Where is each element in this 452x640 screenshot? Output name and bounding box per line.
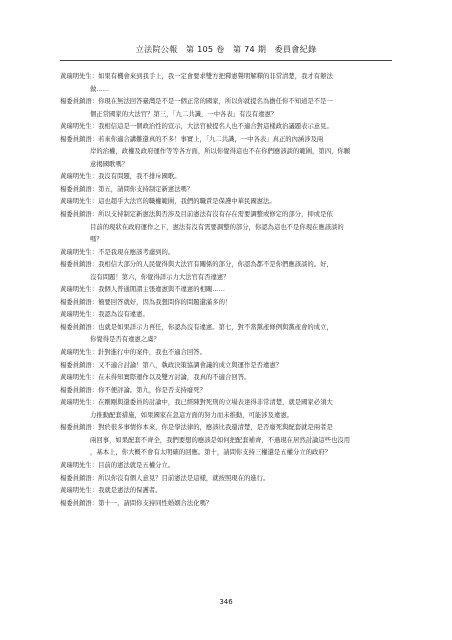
transcript-speaker-line: 楊委員鎮浯：第十一，請問你支持同性婚姻合法化嗎？: [60, 499, 213, 507]
transcript-speaker-line: 黃瑞明先生：我相信這是一個政治性的宣示，大法官被提名人也不適合對這樣政治議題表示意見。: [60, 123, 333, 131]
transcript-speaker-line: 楊委員鎮浯：也就是如果詳示力再任，你認為沒有違憲。第七，對不當黨產條例與黨產會的成立，: [60, 323, 333, 331]
transcript-continuation-line: 你覺得是否有違憲之虞？: [90, 336, 160, 344]
transcript-speaker-line: 楊委員鎮浯：我相信大部分的人民覺得與大法官有關係的部分，你認為都不是你們應該談的。好，: [60, 261, 333, 269]
transcript-continuation-line: 嗎？: [90, 236, 103, 244]
transcript-speaker-line: 黃瑞明先生：針對進行中的案件，我也不適合回答。: [60, 349, 206, 357]
transcript-speaker-line: 黃瑞明先生：在剛剛與還委員的討論中，我已經陳對死刑的立場表達得非常清楚，就是國家必須大: [60, 399, 333, 407]
transcript-continuation-line: 岸的治權，政權及政府運作等等各方面，所以你覺得這也不在你們應該談的範圍，第四，你願: [90, 148, 351, 156]
transcript-speaker-line: 黃瑞明先生：我認為沒有違憲。: [60, 311, 149, 319]
page-header: 立法院公報 第 105 卷 第 74 期 委員會紀錄: [135, 44, 317, 54]
transcript-speaker-line: 黃瑞明先生：不是我現在應該考慮到的。: [60, 248, 175, 256]
transcript-continuation-line: ，基本上，你大概不會有太明確的回應。第十，請問你支持三權還是五權分立的政府？: [90, 449, 332, 457]
transcript-speaker-line: 楊委員鎮浯：簡要回答就好，因為我想問你的問題還滿多的！: [60, 298, 232, 306]
transcript-speaker-line: 黃瑞明先生：在未得知實際運作以及雙方討論，我真的不適合回答。: [60, 374, 251, 382]
transcript-continuation-line: 沒有問題！第六，你覺得詳示力大法官有否違憲？: [90, 273, 230, 281]
transcript-speaker-line: 黃瑞明先生：目前的憲法就是五權分立。: [60, 461, 175, 469]
header-divider: [60, 60, 392, 61]
transcript-speaker-line: 楊委員鎮浯：第五，請問你支持制定新憲法嗎？: [60, 185, 194, 193]
transcript-speaker-line: 楊委員鎮浯：對於很多事情你本來，你是學法律的，應該比我還清楚，是否廢死與配套就是兩者是: [60, 424, 333, 432]
transcript-speaker-line: 楊委員鎮浯：你現在無法回答臺灣是不是一個正常的國家，所以你就提名為擔任你不知道是不是一: [60, 98, 333, 106]
transcript-continuation-line: 目前的現狀在政府運作之下，憲法有沒有需要調整的部分，你認為這也不是你現在應該談的: [90, 223, 344, 231]
transcript-speaker-line: 楊委員鎮浯：所以支持制定新憲法與否涉及目前憲法有沒有存在需要調整或修定的部分，抑或是依: [60, 211, 333, 219]
transcript-continuation-line: 兩回事，如果配套不齊全，我們要想的應該是如何把配套補齊，不過現在居然討論這些也沒用: [90, 436, 351, 444]
transcript-speaker-line: 黃瑞明先生：如果有機會來到我手上，我一定會要求雙方把釋憲聲明解釋的非常清楚，我才有辦法: [60, 73, 333, 80]
transcript-speaker-line: 黃瑞明先生：我沒有問題，我不排斥國歌。: [60, 173, 181, 181]
transcript-continuation-line: 做……: [90, 85, 110, 93]
transcript-speaker-line: 楊委員鎮浯：你不便評論。第九，你是否支持廢死？: [60, 386, 206, 394]
transcript-continuation-line: 力推動配套措施，如果國家在忽這方面的努力而未推動，可能涉及違憲。: [90, 411, 294, 419]
transcript-speaker-line: 黃瑞明先生：這也超乎大法官的職權範圍，我們的職責是保護中華民國憲法。: [60, 198, 276, 206]
transcript-speaker-line: 楊委員鎮浯：若來你適合講難還真的不多！事實上，「九二共識，一中各表」真正的內涵涉及兩: [60, 135, 324, 143]
transcript-speaker-line: 楊委員鎮浯：又不適合討論！第八，執政決策協調會議的成立與運作是否違憲？: [60, 361, 283, 369]
transcript-continuation-line: 個正常國家的大法官？第三，「九二共識，一中各表」有沒有違憲？: [90, 110, 278, 118]
transcript-speaker-line: 楊委員鎮浯：所以你沒有個人意見？目前憲法是這樣，就按照現在的進行。: [60, 474, 270, 482]
transcript-speaker-line: 黃瑞明先生：我就是憲法的保護者。: [60, 487, 162, 495]
page-number: 346: [219, 598, 233, 606]
transcript-speaker-line: 黃瑞明先生：我個人普通閒謂主張違憲與不違憲的相關……: [60, 286, 225, 294]
transcript-continuation-line: 意揭國歌嗎？: [90, 160, 129, 168]
transcript-body: [60, 71, 392, 510]
